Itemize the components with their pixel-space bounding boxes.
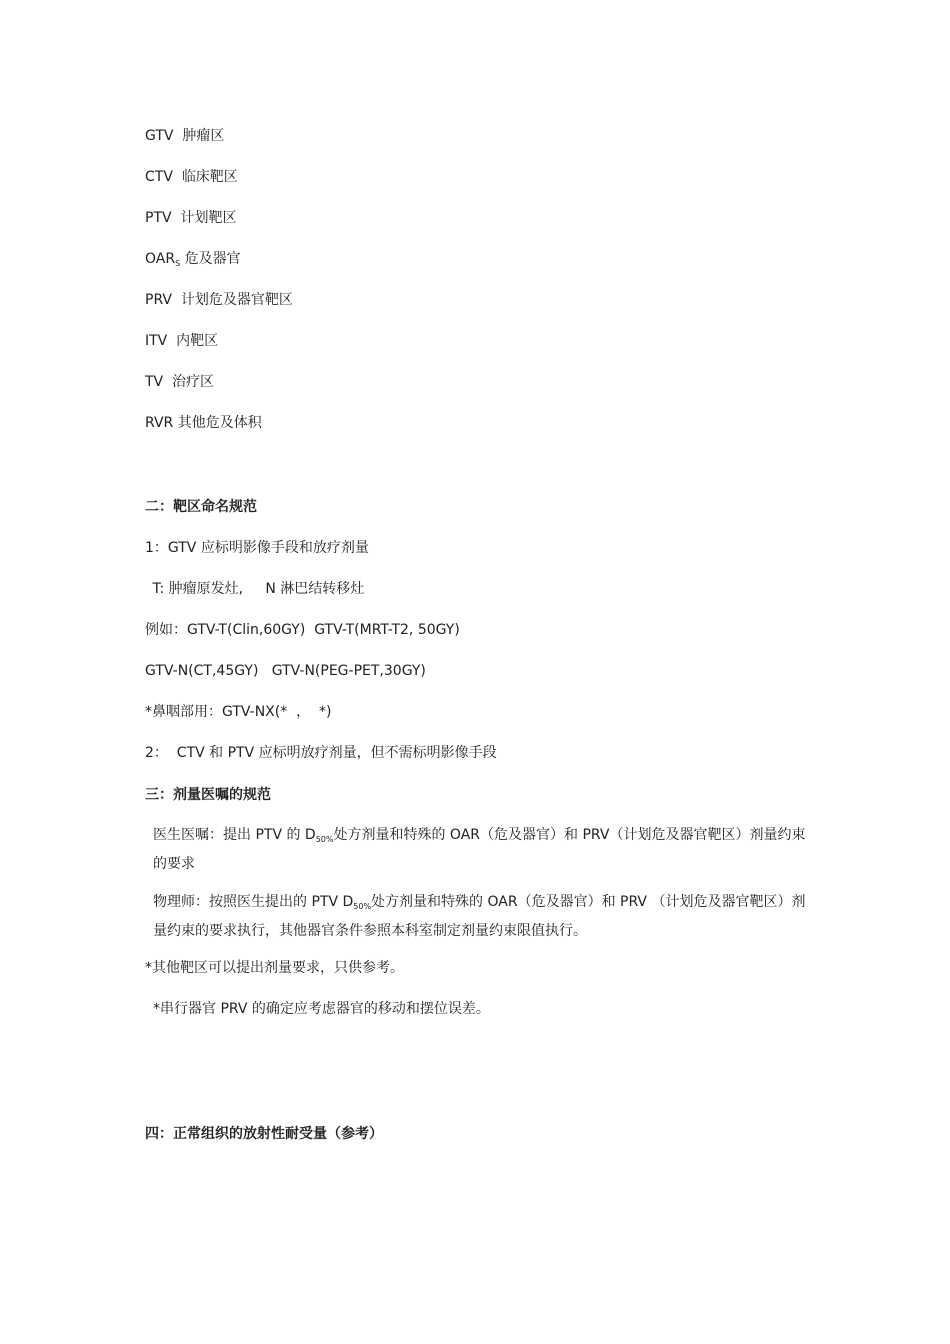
abbrev-meaning: 内靶区 xyxy=(176,333,219,349)
physicist-text-post: 处方剂量和特殊的 OAR（危及器官）和 PRV （计划危及器官靶区）剂量约束的要求执行，其他器官条件参照本科室制定剂量约束限值执行。 xyxy=(153,894,806,939)
section3-note2: *串行器官 PRV 的确定应考虑器官的移动和摆位误差。 xyxy=(153,1001,490,1017)
abbrev-ctv xyxy=(145,167,238,187)
section3-physicist xyxy=(145,890,818,944)
abbrev-meaning: 肿瘤区 xyxy=(182,128,225,144)
abbrev-meaning: 其他危及体积 xyxy=(177,415,262,431)
physicist-text-pre: 物理师：按照医生提出的 PTV D xyxy=(153,894,354,910)
doctor-text-post: 处方剂量和特殊的 OAR（危及器官）和 PRV（计划危及器官靶区）剂量约束的要求 xyxy=(153,827,806,872)
abbrev-subscript: S xyxy=(175,259,181,268)
abbrev-rvr xyxy=(145,413,262,433)
section3-heading: 三：剂量医嘱的规范 xyxy=(145,787,271,803)
section2-tn-note: T: 肿瘤原发灶, N 淋巴结转移灶 xyxy=(148,581,365,597)
abbrev-term: PTV xyxy=(145,210,172,226)
section3-doctor-order xyxy=(145,823,818,877)
abbrev-term: ITV xyxy=(145,333,168,349)
section2-item1: 1：GTV 应标明影像手段和放疗剂量 xyxy=(145,540,369,556)
abbrev-term: TV xyxy=(145,374,164,390)
abbrev-meaning: 计划靶区 xyxy=(180,210,237,226)
doctor-subscript: 50% xyxy=(315,835,334,844)
section2-nasopharynx: *鼻咽部用：GTV-NX(* ， *) xyxy=(145,704,332,720)
abbrev-meaning: 危及器官 xyxy=(184,251,241,267)
abbrev-meaning: 临床靶区 xyxy=(181,169,238,185)
abbrev-oars xyxy=(145,249,241,269)
doctor-text-pre: 医生医嘱：提出 PTV 的 D xyxy=(153,827,316,843)
abbrev-meaning: 计划危及器官靶区 xyxy=(180,292,293,308)
abbrev-term: OAR xyxy=(145,251,176,267)
physicist-subscript: 50% xyxy=(353,902,372,911)
abbrev-term: GTV xyxy=(145,128,174,144)
abbrev-term: RVR xyxy=(145,415,174,431)
section2-example2: GTV-N(CT,45GY) GTV-N(PEG-PET,30GY) xyxy=(145,663,426,679)
abbrev-gtv xyxy=(145,126,224,146)
abbrev-ptv xyxy=(145,208,236,228)
abbrev-itv xyxy=(145,331,218,351)
abbrev-term: CTV xyxy=(145,169,173,185)
section2-item2: 2： CTV 和 PTV 应标明放疗剂量，但不需标明影像手段 xyxy=(145,745,497,761)
abbrev-term: PRV xyxy=(145,292,172,308)
section4-heading: 四：正常组织的放射性耐受量（参考） xyxy=(145,1126,383,1142)
abbrev-tv xyxy=(145,372,214,392)
abbrev-meaning: 治疗区 xyxy=(172,374,215,390)
section3-note1: *其他靶区可以提出剂量要求，只供参考。 xyxy=(145,960,404,976)
abbrev-prv xyxy=(145,290,293,310)
section2-example1: 例如：GTV-T(Clin,60GY) GTV-T(MRT-T2, 50GY) xyxy=(145,622,460,638)
section2-heading: 二：靶区命名规范 xyxy=(145,499,257,515)
